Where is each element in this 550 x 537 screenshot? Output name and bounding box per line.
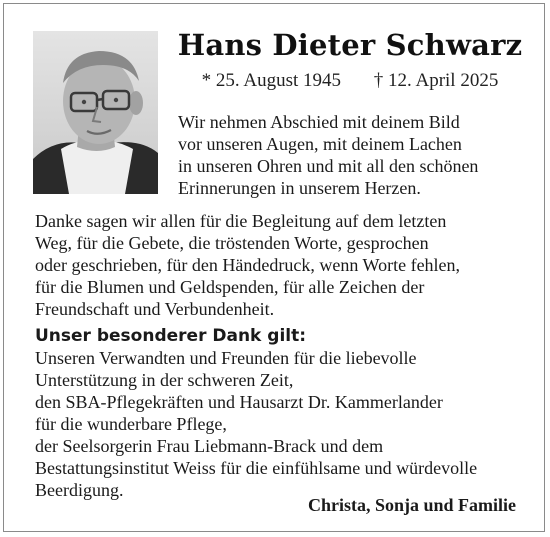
special-thanks-line: Bestattungsinstitut Weiss für die einfühlsame und würdevolle xyxy=(35,458,478,478)
thanks-line: Freundschaft und Verbundenheit. xyxy=(35,299,275,319)
signature: Christa, Sonja und Familie xyxy=(307,495,516,515)
special-thanks-line: Beerdigung. xyxy=(35,480,124,500)
thanks-line: für die Blumen und Geldspenden, für alle Zeichen der xyxy=(35,277,425,297)
life-dates xyxy=(164,70,536,92)
special-thanks-line: den SBA-Pflegekräften und Hausarzt Dr. Kammerlander xyxy=(35,392,443,412)
verse-line: Erinnerungen in unserem Herzen. xyxy=(178,178,421,198)
farewell-verse xyxy=(178,111,540,199)
verse-line: in unseren Ohren und mit all den schönen xyxy=(178,156,479,176)
verse-line: vor unseren Augen, mit deinem Lachen xyxy=(178,134,462,154)
thanks-line: Danke sagen wir allen für die Begleitung auf dem letzten xyxy=(35,211,447,231)
birth-date: * 25. August 1945 xyxy=(201,70,342,91)
death-date: † 12. April 2025 xyxy=(373,70,499,91)
special-thanks-line: Unterstützung in der schweren Zeit, xyxy=(35,370,294,390)
thanks-paragraph xyxy=(35,210,535,320)
special-thanks-heading: Unser besonderer Dank gilt: xyxy=(35,326,307,346)
thanks-line: oder geschrieben, für den Händedruck, wenn Worte fehlen, xyxy=(35,255,461,275)
special-thanks-line: Unseren Verwandten und Freunden für die liebevolle xyxy=(35,348,417,368)
verse-line: Wir nehmen Abschied mit deinem Bild xyxy=(178,112,460,132)
obituary-card xyxy=(3,3,545,532)
special-thanks-line: für die wunderbare Pflege, xyxy=(35,414,227,434)
deceased-name: Hans Dieter Schwarz xyxy=(177,28,523,62)
special-thanks-line: der Seelsorgerin Frau Liebmann-Brack und dem xyxy=(35,436,384,456)
portrait-image xyxy=(33,31,158,194)
portrait-photo xyxy=(33,31,158,194)
special-thanks xyxy=(35,325,540,501)
thanks-line: Weg, für die Gebete, die tröstenden Worte, gesprochen xyxy=(35,233,429,253)
